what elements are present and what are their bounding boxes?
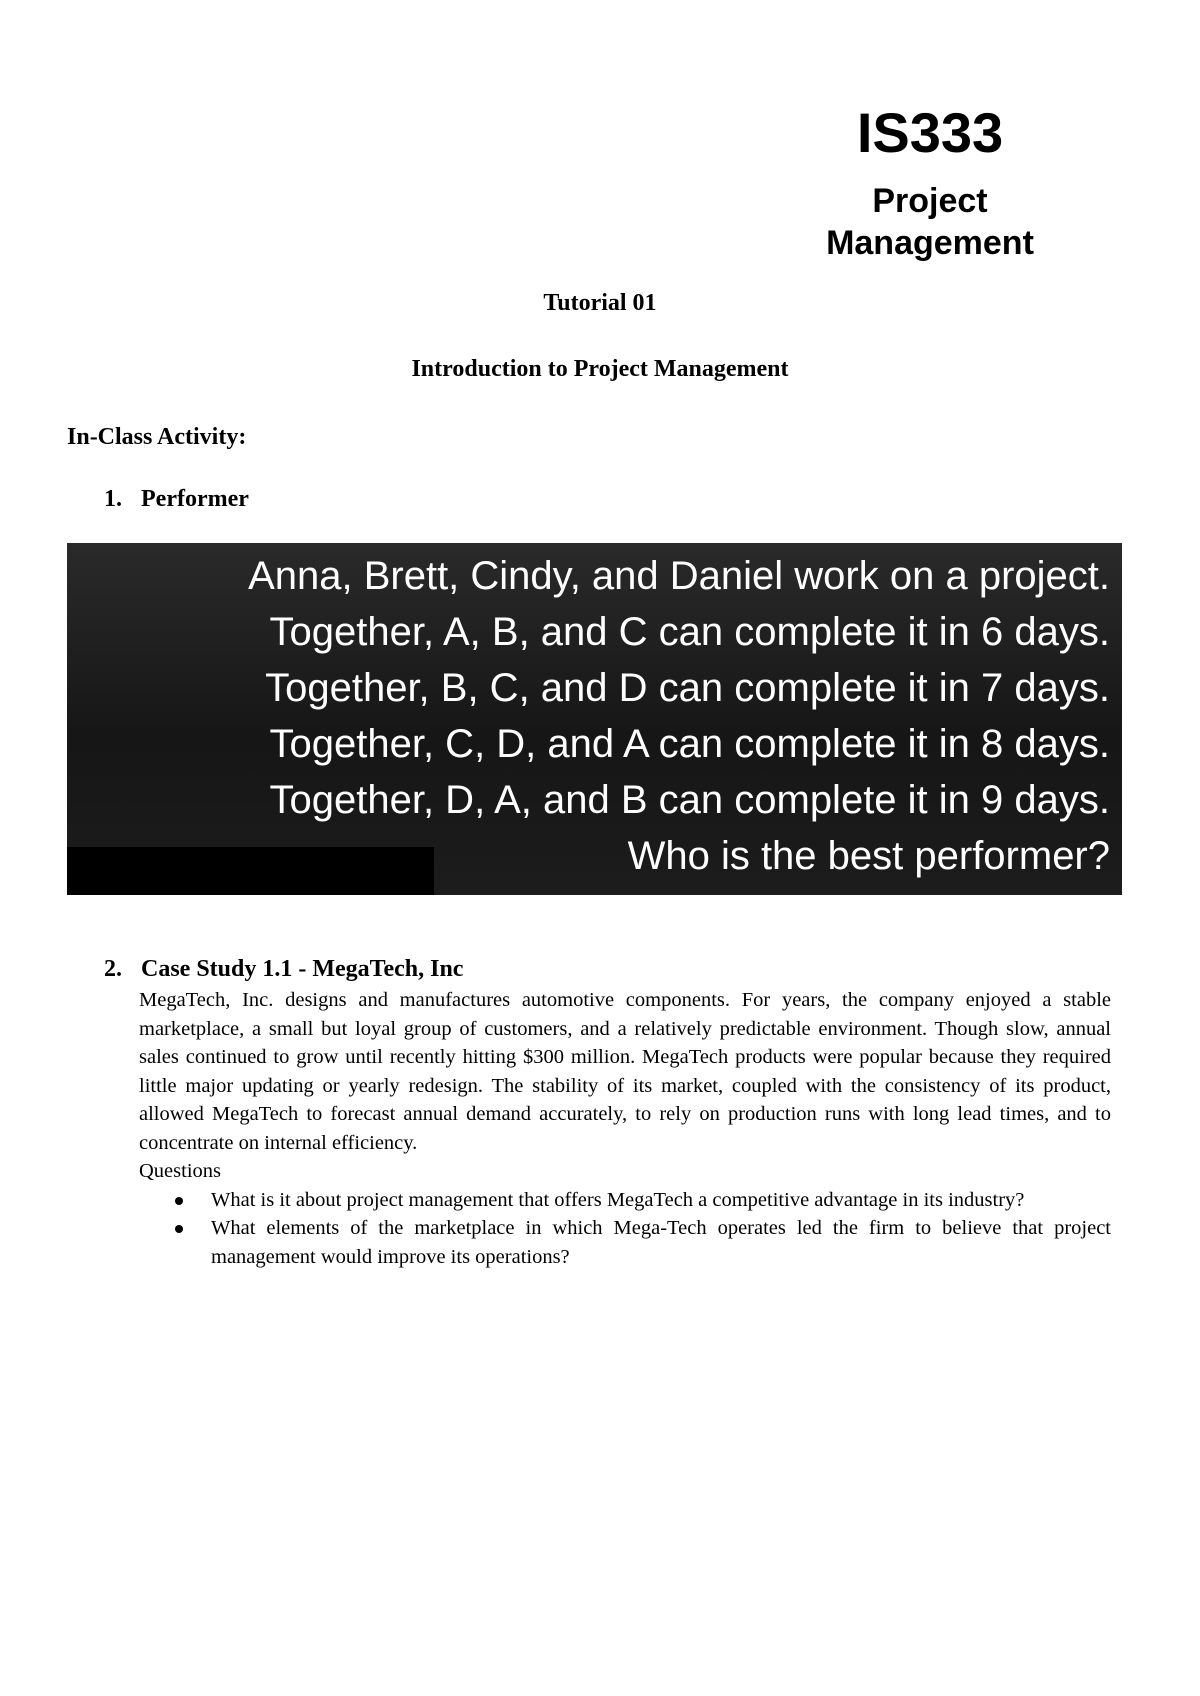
tutorial-subtitle: Introduction to Project Management (411, 356, 789, 382)
item-heading-performer (104, 486, 249, 513)
course-header (800, 100, 1060, 264)
puzzle-line: Together, A, B, and C can complete it in 6 days. (269, 610, 1110, 654)
redaction-block (67, 847, 434, 895)
case-study-paragraph: MegaTech, Inc. designs and manufactures automotive components. For years, the company enjoyed a stable marketplace, a small but loyal group of customers, and a relatively predictable environment. Though slow, annual sales continued to grow until recently hitting $300 million. MegaTech products were popular because they required little major updating or yearly redesign. The stability of its market, coupled with the consistency of its product, allowed MegaTech to forecast annual demand accurately, to rely on production runs with long lead times, and to concentrate on internal efficiency. (139, 989, 1111, 1154)
puzzle-line: Together, C, D, and A can complete it in 8 days. (269, 722, 1110, 766)
course-name: Project Management (826, 182, 1034, 262)
puzzle-line: Together, B, C, and D can complete it in 7 days. (265, 666, 1110, 710)
item-number: 1. (104, 486, 122, 512)
item-number: 2. (104, 956, 122, 982)
puzzle-line: Who is the best performer? (627, 834, 1110, 878)
bullet-icon (175, 1197, 183, 1205)
question-text: What is it about project management that offers MegaTech a competitive advantage in its industry? (211, 1188, 1025, 1211)
puzzle-line: Together, D, A, and B can complete it in 9 days. (269, 778, 1110, 822)
question-text: What elements of the marketplace in which Mega-Tech operates led the firm to believe that project management would improve its operations? (211, 1217, 1111, 1268)
section-heading: In-Class Activity: (67, 424, 247, 450)
bullet-icon (175, 1225, 183, 1233)
list-item (139, 1186, 1111, 1215)
puzzle-line: Anna, Brett, Cindy, and Daniel work on a project. (248, 554, 1110, 598)
questions-label: Questions (139, 1160, 221, 1182)
question-list (139, 1186, 1111, 1272)
course-code: IS333 (856, 101, 1004, 164)
list-item (139, 1214, 1111, 1271)
puzzle-image (67, 543, 1122, 895)
item-title: Case Study 1.1 - MegaTech, Inc (141, 956, 464, 982)
case-study-body (139, 986, 1111, 1271)
item-title: Performer (141, 486, 249, 512)
item-heading-case-study (104, 956, 463, 983)
tutorial-title: Tutorial 01 (543, 290, 657, 316)
